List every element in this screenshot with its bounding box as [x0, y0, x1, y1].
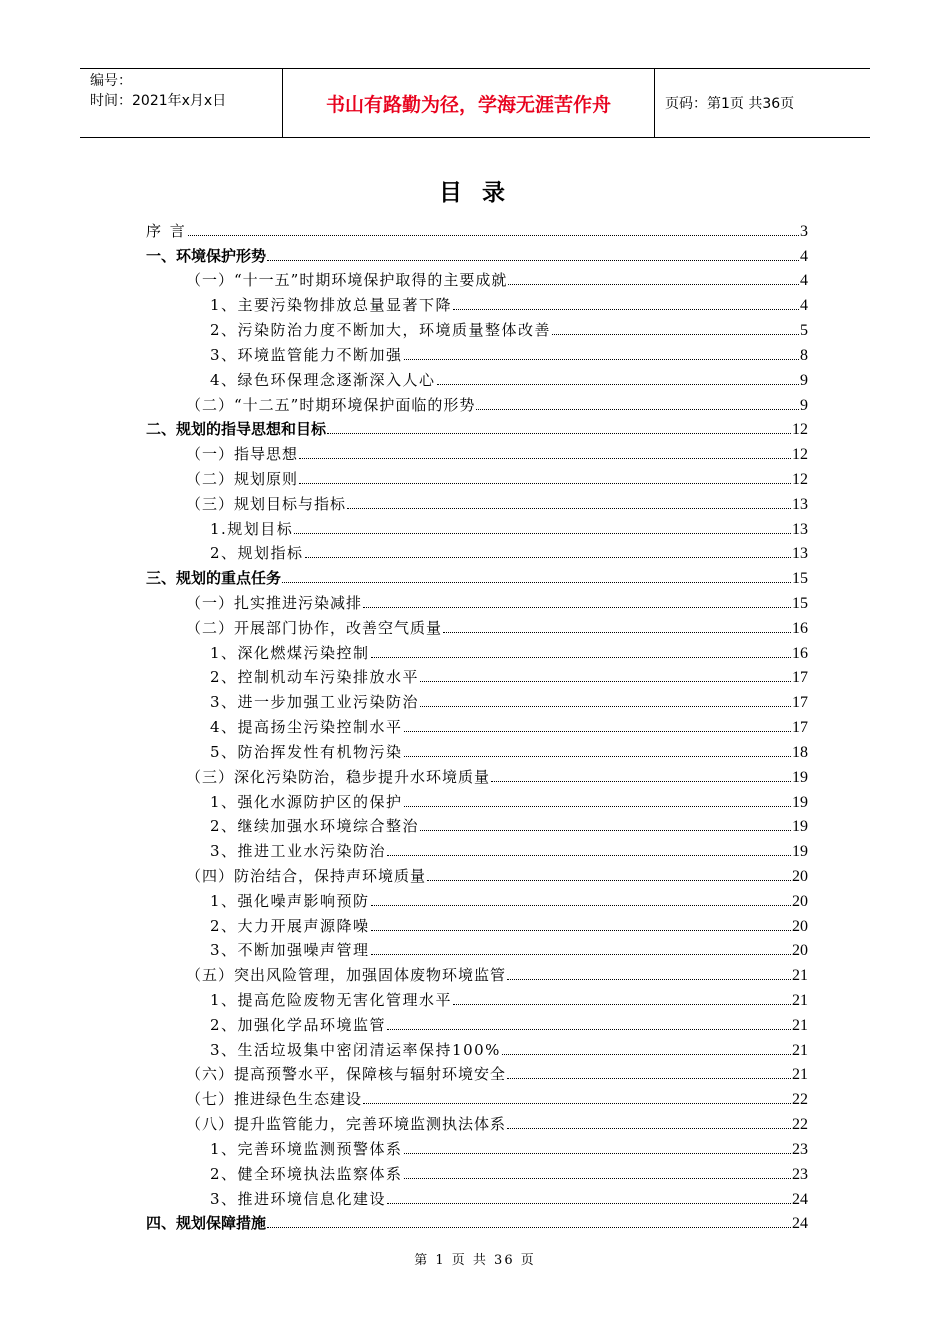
- toc-entry-title: 2、加强化学品环境监管: [210, 1015, 387, 1034]
- toc-entry[interactable]: [146, 241, 808, 266]
- toc-page-number: 21: [792, 992, 808, 1009]
- toc-entry-title: （一）指导思想: [186, 445, 299, 464]
- toc-entry-title: 三、规划的重点任务: [146, 569, 282, 588]
- toc-leader-dots: [371, 954, 791, 955]
- toc-page-number: 18: [792, 743, 808, 761]
- toc-page-number: 22: [792, 1116, 808, 1134]
- toc-leader-dots: [299, 458, 791, 459]
- toc-entry-title: 1、强化水源防护区的保护: [210, 792, 403, 811]
- toc-entry-title: （四）防治结合，保持声环境质量: [186, 866, 427, 885]
- toc-entry-title: （七）推进绿色生态建设: [186, 1090, 363, 1109]
- toc-leader-dots: [404, 756, 791, 757]
- toc-entry[interactable]: [146, 787, 808, 812]
- toc-page-number: 19: [792, 843, 808, 861]
- toc-leader-dots: [507, 1128, 791, 1129]
- toc-entry-title: （三）深化污染防治，稳步提升水环境质量: [186, 767, 491, 786]
- toc-page-number: 17: [792, 719, 808, 737]
- toc-page-number: 13: [792, 495, 808, 513]
- toc-entry-title: 3、生活垃圾集中密闭清运率保持100%: [210, 1040, 501, 1059]
- toc-entry[interactable]: [146, 762, 808, 787]
- toc-entry[interactable]: [146, 638, 808, 663]
- toc-entry-title: 一、环境保护形势: [146, 246, 267, 265]
- toc-entry[interactable]: [146, 315, 808, 340]
- toc-entry-title: 2、继续加强水环境综合整治: [210, 817, 420, 836]
- toc-leader-dots: [491, 781, 791, 782]
- toc-leader-dots: [267, 1227, 791, 1228]
- toc-entry[interactable]: [146, 340, 808, 365]
- toc-entry[interactable]: [146, 539, 808, 564]
- toc-page-number: 20: [792, 892, 808, 910]
- toc-leader-dots: [404, 731, 791, 732]
- header-meta: [80, 69, 283, 137]
- toc-leader-dots: [387, 855, 791, 856]
- table-of-contents: [146, 216, 808, 1233]
- toc-entry-title: （一）扎实推进污染减排: [186, 594, 363, 612]
- toc-page-number: 4: [800, 247, 808, 265]
- date-field: 时间：2021年x月x日: [90, 93, 227, 109]
- toc-entry[interactable]: [146, 687, 808, 712]
- toc-entry[interactable]: [146, 415, 808, 440]
- toc-leader-dots: [371, 905, 791, 906]
- toc-page-number: 20: [792, 867, 808, 885]
- toc-entry[interactable]: [146, 390, 808, 415]
- toc-leader-dots: [305, 557, 791, 558]
- toc-entry-title: 二、规划的指导思想和目标: [146, 420, 327, 439]
- toc-entry[interactable]: [146, 1134, 808, 1159]
- toc-page-number: 4: [800, 297, 808, 315]
- toc-page-number: 19: [792, 793, 808, 811]
- toc-page-number: 24: [792, 1190, 808, 1208]
- toc-entry[interactable]: [146, 266, 808, 291]
- toc-page-number: 20: [792, 917, 808, 935]
- toc-page-number: 22: [792, 1091, 808, 1109]
- toc-page-number: 16: [792, 619, 808, 637]
- toc-page-number: 13: [792, 545, 808, 563]
- toc-leader-dots: [387, 1029, 791, 1030]
- toc-entry-title: 四、规划保障措施: [146, 1214, 267, 1233]
- toc-entry-title: （二）规划原则: [186, 469, 299, 488]
- toc-page-number: 19: [792, 768, 808, 786]
- toc-entry-title: 序 言: [146, 221, 187, 240]
- toc-page-number: 12: [792, 446, 808, 464]
- toc-entry-title: 3、环境监管能力不断加强: [210, 345, 403, 364]
- toc-entry-title: （二）开展部门协作，改善空气质量: [186, 618, 443, 637]
- header-motto: 书山有路勤为径，学海无涯苦作舟: [283, 69, 655, 137]
- toc-leader-dots: [420, 681, 791, 682]
- toc-entry-title: 3、推进环境信息化建设: [210, 1189, 387, 1208]
- toc-entry[interactable]: [146, 613, 808, 638]
- toc-entry-title: （六）提高预警水平，保障核与辐射环境安全: [186, 1065, 507, 1084]
- toc-entry-title: 4、提高扬尘污染控制水平: [210, 718, 403, 737]
- toc-entry-title: 2、规划指标: [210, 544, 304, 563]
- toc-entry[interactable]: [146, 836, 808, 861]
- toc-leader-dots: [404, 359, 799, 360]
- toc-entry[interactable]: [146, 812, 808, 837]
- toc-page-number: 23: [792, 1165, 808, 1183]
- toc-page-number: 16: [792, 644, 808, 662]
- toc-page-number: 24: [792, 1215, 808, 1233]
- toc-leader-dots: [327, 433, 791, 434]
- toc-leader-dots: [347, 508, 791, 509]
- toc-page-number: 12: [792, 421, 808, 439]
- toc-entry[interactable]: [146, 737, 808, 762]
- toc-entry[interactable]: [146, 365, 808, 390]
- toc-entry[interactable]: [146, 1010, 808, 1035]
- toc-page-number: 19: [792, 818, 808, 836]
- toc-entry-title: 4、绿色环保理念逐渐深入人心: [210, 370, 436, 389]
- toc-entry[interactable]: [146, 588, 808, 613]
- toc-entry-title: （五）突出风险管理，加强固体废物环境监管: [186, 966, 507, 985]
- toc-leader-dots: [387, 1203, 791, 1204]
- toc-entry-title: 5、防治挥发性有机物污染: [210, 742, 403, 761]
- toc-page-number: 21: [792, 967, 808, 985]
- toc-leader-dots: [404, 1153, 791, 1154]
- toc-entry[interactable]: [146, 1209, 808, 1234]
- toc-page-number: 9: [800, 371, 808, 389]
- toc-leader-dots: [420, 706, 791, 707]
- toc-entry[interactable]: [146, 489, 808, 514]
- toc-page-number: 21: [792, 1066, 808, 1084]
- toc-entry[interactable]: [146, 439, 808, 464]
- toc-leader-dots: [371, 930, 791, 931]
- toc-leader-dots: [294, 533, 791, 534]
- toc-page-number: 17: [792, 669, 808, 687]
- toc-entry[interactable]: [146, 1084, 808, 1109]
- toc-leader-dots: [443, 632, 791, 633]
- toc-leader-dots: [404, 806, 791, 807]
- toc-entry-title: （一）“十一五”时期环境保护取得的主要成就: [186, 271, 508, 290]
- toc-leader-dots: [476, 409, 799, 410]
- toc-entry-title: 3、进一步加强工业污染防治: [210, 693, 420, 712]
- toc-leader-dots: [363, 1103, 791, 1104]
- toc-page-number: 5: [800, 322, 808, 340]
- toc-entry-title: 2、控制机动车污染排放水平: [210, 668, 420, 687]
- toc-page-number: 21: [792, 1016, 808, 1034]
- toc-entry[interactable]: [146, 216, 808, 241]
- toc-page-number: 15: [792, 595, 808, 612]
- toc-entry-title: （三）规划目标与指标: [186, 494, 347, 513]
- toc-entry[interactable]: [146, 960, 808, 985]
- toc-entry[interactable]: [146, 464, 808, 489]
- serial-number: 编号：: [90, 73, 132, 89]
- toc-entry[interactable]: [146, 1035, 808, 1060]
- toc-leader-dots: [267, 260, 799, 261]
- toc-entry[interactable]: [146, 663, 808, 688]
- toc-leader-dots: [507, 1078, 791, 1079]
- toc-entry[interactable]: [146, 712, 808, 737]
- toc-leader-dots: [508, 284, 799, 285]
- toc-leader-dots: [437, 384, 799, 385]
- toc-entry-title: 2、污染防治力度不断加大，环境质量整体改善: [210, 321, 552, 340]
- toc-entry[interactable]: [146, 514, 808, 539]
- toc-entry[interactable]: [146, 861, 808, 886]
- toc-page-number: 4: [800, 272, 808, 290]
- toc-entry-title: 1、强化噪声影响预防: [210, 891, 370, 910]
- toc-leader-dots: [404, 1178, 791, 1179]
- toc-entry[interactable]: [146, 911, 808, 936]
- toc-page-number: 3: [800, 222, 808, 240]
- toc-leader-dots: [363, 607, 791, 608]
- toc-entry[interactable]: [146, 563, 808, 588]
- toc-page-number: 9: [800, 396, 808, 414]
- toc-page-number: 15: [792, 570, 808, 588]
- toc-page-number: 8: [800, 346, 808, 364]
- toc-leader-dots: [552, 334, 799, 335]
- toc-entry[interactable]: [146, 1109, 808, 1134]
- toc-leader-dots: [299, 483, 791, 484]
- toc-entry[interactable]: [146, 936, 808, 961]
- toc-entry[interactable]: [146, 1060, 808, 1085]
- toc-entry-title: 1、提高危险废物无害化管理水平: [210, 991, 453, 1009]
- toc-leader-dots: [453, 1004, 791, 1005]
- toc-page-number: 23: [792, 1140, 808, 1158]
- toc-entry[interactable]: [146, 886, 808, 911]
- toc-leader-dots: [453, 309, 799, 310]
- toc-entry-title: 3、不断加强噪声管理: [210, 941, 370, 960]
- toc-page-number: 20: [792, 942, 808, 960]
- toc-leader-dots: [502, 1054, 791, 1055]
- toc-page-number: 12: [792, 470, 808, 488]
- toc-entry-title: 1.规划目标: [210, 519, 294, 538]
- toc-entry-title: 1、主要污染物排放总量显著下降: [210, 296, 453, 315]
- page-footer: 第 1 页 共 36 页: [414, 1253, 536, 1268]
- toc-entry[interactable]: [146, 290, 808, 315]
- toc-entry-title: 1、深化燃煤污染控制: [210, 643, 370, 662]
- toc-entry-title: 1、完善环境监测预警体系: [210, 1139, 403, 1158]
- toc-leader-dots: [282, 582, 791, 583]
- toc-entry-title: 2、大力开展声源降噪: [210, 916, 370, 935]
- toc-page-number: 13: [792, 520, 808, 538]
- toc-entry-title: （八）提升监管能力，完善环境监测执法体系: [186, 1115, 507, 1134]
- toc-entry-title: 3、推进工业水污染防治: [210, 842, 387, 861]
- toc-leader-dots: [420, 830, 791, 831]
- toc-entry[interactable]: [146, 1184, 808, 1209]
- toc-leader-dots: [371, 657, 791, 658]
- toc-leader-dots: [427, 880, 791, 881]
- page-header: [80, 68, 870, 138]
- page-title: 目 录: [438, 180, 511, 206]
- toc-page-number: 21: [792, 1041, 808, 1059]
- toc-entry[interactable]: [146, 985, 808, 1010]
- toc-entry-title: （二）“十二五”时期环境保护面临的形势: [186, 395, 476, 414]
- toc-leader-dots: [507, 979, 791, 980]
- toc-entry[interactable]: [146, 1159, 808, 1184]
- header-page-info: 页码：第1页 共36页: [665, 96, 795, 112]
- toc-entry-title: 2、健全环境执法监察体系: [210, 1164, 403, 1183]
- toc-page-number: 17: [792, 694, 808, 712]
- toc-leader-dots: [188, 235, 799, 236]
